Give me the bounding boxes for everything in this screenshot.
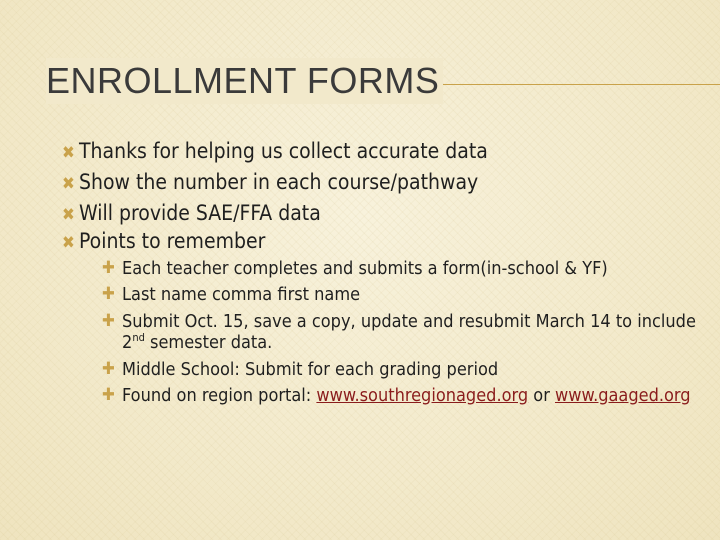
sub-bullet-text-part: or: [528, 385, 555, 406]
bullet-text: Show the number in each course/pathway: [79, 170, 479, 194]
bullet-text: Thanks for helping us collect accurate data: [79, 139, 488, 163]
southregion-link[interactable]: www.southregionaged.org: [316, 385, 529, 406]
sub-bullet-text: Each teacher completes and submits a form(in-school & YF): [122, 258, 608, 279]
ordinal-suffix: nd: [132, 331, 145, 344]
plus-icon: ✚: [102, 385, 115, 405]
x-mark-icon: ✖: [62, 174, 75, 194]
plus-icon: ✚: [102, 284, 115, 304]
gaaged-link[interactable]: www.gaaged.org: [554, 385, 691, 406]
sub-bullet-text-part: semester data.: [144, 332, 273, 353]
sub-bullet-1: [102, 258, 702, 279]
bullet-3: [62, 201, 321, 228]
sub-bullet-text-part: Submit Oct. 15, save a copy, update and resubmit March 14 to include 2: [122, 311, 696, 353]
bullet-1: [62, 139, 488, 166]
bullet-4: [62, 229, 265, 256]
title-row: [46, 58, 720, 104]
sub-bullet-text-part: Found on region portal:: [122, 385, 317, 406]
slide-title: ENROLLMENT FORMS: [46, 58, 443, 104]
bullet-2: [62, 170, 478, 197]
sub-bullet-text: Last name comma first name: [122, 284, 361, 305]
sub-bullet-text: [122, 311, 702, 353]
x-mark-icon: ✖: [62, 143, 75, 163]
x-mark-icon: ✖: [62, 233, 75, 253]
plus-icon: ✚: [102, 258, 115, 278]
sub-bullet-3: [102, 311, 702, 353]
bullet-text: Will provide SAE/FFA data: [79, 201, 321, 225]
plus-icon: ✚: [102, 359, 115, 379]
bullet-text: Points to remember: [79, 229, 266, 253]
sub-bullet-2: [102, 284, 702, 305]
plus-icon: ✚: [102, 311, 115, 331]
sub-bullet-5: [102, 385, 702, 406]
sub-bullet-text: Middle School: Submit for each grading period: [122, 359, 499, 380]
x-mark-icon: ✖: [62, 205, 75, 225]
sub-bullet-4: [102, 359, 702, 380]
sub-bullet-text: [122, 385, 702, 406]
